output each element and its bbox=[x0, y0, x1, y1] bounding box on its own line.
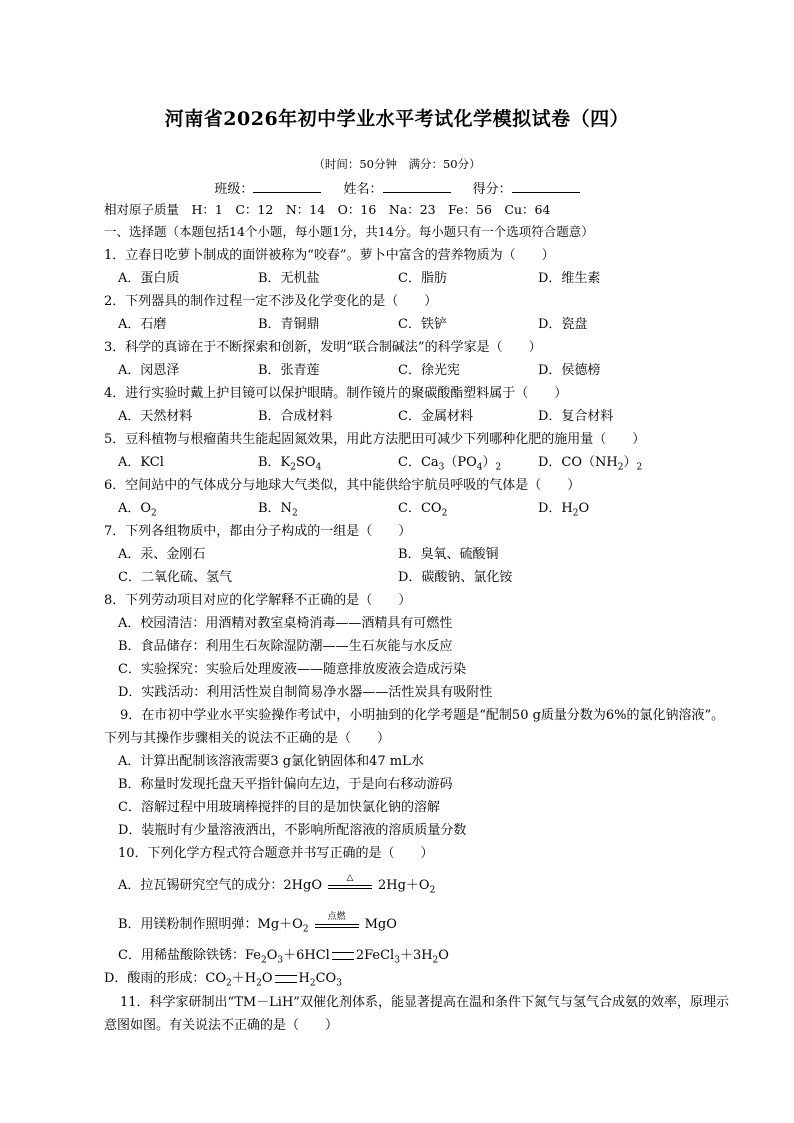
q5-option-c: C．$Ca_3(PO_4)_2$ bbox=[398, 455, 502, 473]
q6-option-b: B．$N_2$ bbox=[258, 501, 298, 519]
reaction-arrow: 点燃 bbox=[315, 919, 359, 931]
q9-option-c: C．溶解过程中用玻璃棒搅拌的目的是加快氯化钠的溶解 bbox=[118, 800, 440, 815]
page-title: 河南省2026年初中学业水平考试化学模拟试卷（四） bbox=[164, 108, 630, 130]
q1-option-a: A．蛋白质 bbox=[118, 271, 180, 286]
equals-sign bbox=[275, 975, 297, 983]
q1-option-d: D．维生素 bbox=[538, 271, 601, 286]
q7-option-b: B．臭氧、硫酸铜 bbox=[398, 547, 499, 562]
q7-option-c: C．二氧化硫、氢气 bbox=[118, 570, 232, 585]
name-label: 姓名： bbox=[343, 182, 383, 197]
q6-option-c: C．$CO_2$ bbox=[398, 501, 448, 519]
q10-option-d: D．酸雨的形成：$CO_2+H_2O$ $H_2CO_3$ bbox=[104, 971, 342, 989]
score-blank[interactable] bbox=[512, 180, 580, 193]
question-4: 4．进行实验时戴上护目镜可以保护眼睛。制作镜片的聚碳酸酯塑料属于（ ） bbox=[104, 386, 568, 401]
question-7: 7．下列各组物质中，都由分子构成的一组是（ ） bbox=[104, 524, 412, 539]
q1-option-c: C．脂肪 bbox=[398, 271, 447, 286]
class-label: 班级： bbox=[214, 182, 254, 197]
question-6: 6．空间站中的气体成分与地球大气类似，其中能供给宇航员呼吸的气体是（ ） bbox=[104, 478, 581, 493]
q8-option-a: A．校园清洁：用酒精对教室桌椅消毒——酒精具有可燃性 bbox=[118, 616, 453, 631]
q7-option-a: A．汞、金刚石 bbox=[118, 547, 206, 562]
question-8: 8．下列劳动项目对应的化学解释不正确的是（ ） bbox=[104, 593, 412, 608]
name-blank[interactable] bbox=[383, 180, 451, 193]
q3-option-a: A．闵恩泽 bbox=[118, 363, 180, 378]
q5-option-d: D．$CO(NH_2)_2$ bbox=[538, 455, 643, 473]
q2-option-d: D．瓷盘 bbox=[538, 317, 588, 332]
q4-option-c: C．金属材料 bbox=[398, 409, 473, 424]
q2-option-c: C．铁铲 bbox=[398, 317, 447, 332]
q8-option-d: D．实践活动：利用活性炭自制简易净水器——活性炭具有吸附性 bbox=[118, 685, 493, 700]
question-3: 3．科学的真谛在于不断探索和创新，发明“联合制碱法”的科学家是（ ） bbox=[104, 340, 542, 355]
question-1: 1．立春日吃萝卜制成的面饼被称为“咬春”。萝卜中富含的营养物质为（ ） bbox=[104, 248, 555, 263]
q8-option-b: B．食品储存：利用生石灰除湿防潮——生石灰能与水反应 bbox=[118, 639, 453, 654]
q10-option-a: A．拉瓦锡研究空气的成分：2HgO △ $2Hg+O_2$ bbox=[118, 872, 436, 896]
q7-option-d: D．碳酸钠、氯化铵 bbox=[398, 570, 513, 585]
q1-option-b: B．无机盐 bbox=[258, 271, 320, 286]
reaction-arrow: △ bbox=[328, 880, 372, 892]
atomic-mass-line: 相对原子质量 H：1 C：12 N：14 O：16 Na：23 Fe：56 Cu：64 bbox=[104, 202, 551, 217]
question-10: 10．下列化学方程式符合题意并书写正确的是（ ） bbox=[118, 846, 434, 861]
score-label: 得分： bbox=[472, 182, 512, 197]
q6-option-a: A．$O_2$ bbox=[118, 501, 157, 519]
question-5: 5．豆科植物与根瘤菌共生能起固氮效果，用此方法肥田可减少下列哪种化肥的施用量（ ） bbox=[104, 432, 646, 447]
section-heading: 一、选择题（本题包括14个小题，每小题1分，共14分。每小题只有一个选项符合题意） bbox=[104, 224, 594, 239]
q2-option-b: B．青铜鼎 bbox=[258, 317, 320, 332]
q9-option-d: D．装瓶时有少量溶液洒出，不影响所配溶液的溶质质量分数 bbox=[118, 823, 467, 838]
q4-option-d: D．复合材料 bbox=[538, 409, 614, 424]
question-9: 9．在市初中学业水平实验操作考试中，小明抽到的化学考题是“配制50 g质量分数为6%的氯化钠溶液”。下列与其操作步骤相关的说法不正确的是（ ） bbox=[104, 708, 725, 746]
q5-option-a: A．KCl bbox=[118, 455, 164, 470]
q3-option-b: B．张青莲 bbox=[258, 363, 320, 378]
student-fields bbox=[0, 178, 794, 197]
q4-option-a: A．天然材料 bbox=[118, 409, 193, 424]
q10-option-c: C．用稀盐酸除铁锈：$Fe_2O_3+6HCl$ $2FeCl_3+3H_2O$ bbox=[118, 948, 449, 966]
equals-sign bbox=[332, 952, 354, 960]
question-11: 11．科学家研制出“TM－LiH”双催化剂体系，能显著提高在温和条件下氮气与氢气合成氨的效率，原理示意图如图。有关说法不正确的是（ ） bbox=[104, 995, 729, 1033]
q3-option-c: C．徐光宪 bbox=[398, 363, 460, 378]
q10-option-b: B．用镁粉制作照明弹：$Mg+O_2$ 点燃 MgO bbox=[118, 911, 397, 935]
q9-option-a: A．计算出配制该溶液需要3 g氯化钠固体和47 mL水 bbox=[118, 754, 424, 769]
q3-option-d: D．侯德榜 bbox=[538, 363, 601, 378]
q2-option-a: A．石磨 bbox=[118, 317, 167, 332]
q6-option-d: D．$H_2O$ bbox=[538, 501, 590, 519]
time-info: （时间：50分钟 满分：50分） bbox=[313, 157, 481, 171]
q4-option-b: B．合成材料 bbox=[258, 409, 333, 424]
question-2: 2．下列器具的制作过程一定不涉及化学变化的是（ ） bbox=[104, 294, 438, 309]
q5-option-b: B．$K_2SO_4$ bbox=[258, 455, 322, 473]
q9-option-b: B．称量时发现托盘天平指针偏向左边，于是向右移动游码 bbox=[118, 777, 453, 792]
q8-option-c: C．实验探究：实验后处理废液——随意排放废液会造成污染 bbox=[118, 662, 466, 677]
class-blank[interactable] bbox=[253, 180, 321, 193]
